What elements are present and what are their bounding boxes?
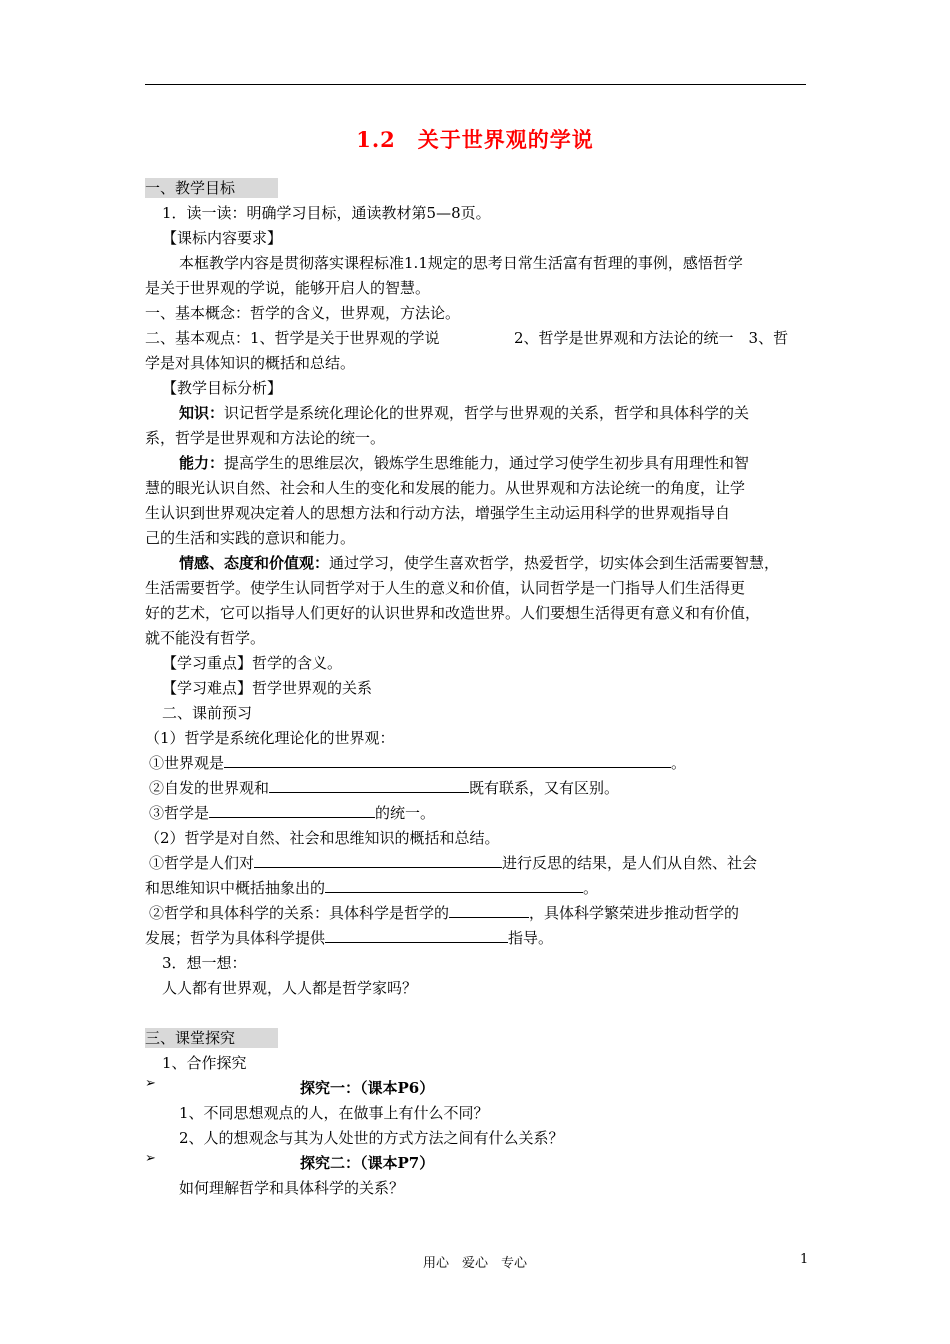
explore-1-q2: 2、人的想观念与其为人处世的方式方法之间有什么关系？ <box>179 1129 564 1147</box>
question-2b: ②哲学和具体科学的关系：具体科学是哲学的 ，具体科学繁荣进步推动哲学的 <box>149 904 740 922</box>
explore-2-q1: 如何理解哲学和具体科学的关系？ <box>179 1179 405 1197</box>
question-2a: ①哲学是人们对 进行反思的结果，是人们从自然、社会 <box>149 854 758 872</box>
emotion-line-4: 就不能没有哲学。 <box>145 629 266 647</box>
requirement-text-1: 本框教学内容是贯彻落实课程标准1.1规定的思考日常生活富有哲理的事例，感悟哲学 <box>179 254 743 272</box>
fill-blank[interactable] <box>269 778 469 793</box>
question-1c: ③哲学是 的统一。 <box>149 804 436 822</box>
explore-1-title: 探究一：（课本P6） <box>300 1079 435 1097</box>
fill-blank[interactable] <box>325 928 508 943</box>
knowledge-label: 知识： <box>179 404 225 422</box>
question-1a: ①世界观是 。 <box>149 754 687 772</box>
ability-line-2: 慧的眼光认识自然、社会和人生的变化和发展的能力。从世界观和方法论统一的角度，让学 <box>145 479 746 497</box>
analysis-heading: 【教学目标分析】 <box>162 379 283 397</box>
knowledge-line-1: 知识：识记哲学是系统化理论化的世界观，哲学与世界观的关系，哲学和具体科学的关 <box>179 404 750 422</box>
fill-blank[interactable] <box>449 903 529 918</box>
basic-views-2: 学是对具体知识的概括和总结。 <box>145 354 356 372</box>
ability-line-3: 生认识到世界观决定着人的思想方法和行动方法，增强学生主动运用科学的世界观指导自 <box>145 504 731 522</box>
header-rule <box>145 84 806 85</box>
ability-label: 能力： <box>179 454 225 472</box>
ability-line-1: 能力：提高学生的思维层次，锻炼学生思维能力，通过学习使学生初步具有用理性和智 <box>179 454 750 472</box>
think-heading: 3．想一想： <box>162 954 247 972</box>
section-heading-2: 二、课前预习 <box>162 704 253 722</box>
basic-views-1a: 二、基本观点：1、哲学是关于世界观的学说 <box>145 329 440 347</box>
requirement-heading: 【课标内容要求】 <box>162 229 283 247</box>
explore-1-q1: 1、不同思想观点的人，在做事上有什么不同？ <box>179 1104 489 1122</box>
fill-blank[interactable] <box>325 878 583 893</box>
section-heading-3: 三、课堂探究 <box>145 1028 278 1048</box>
arrow-bullet-icon: ➢ <box>145 1076 156 1091</box>
emotion-line-1: 情感、态度和价值观：通过学习，使学生喜欢哲学，热爱哲学，切实体会到生活需要智慧， <box>179 554 780 572</box>
think-question: 人人都有世界观，人人都是哲学家吗？ <box>162 979 418 997</box>
knowledge-line-2: 系，哲学是世界观和方法论的统一。 <box>145 429 386 447</box>
question-2a-cont: 和思维知识中概括抽象出的 。 <box>145 879 599 897</box>
read-instruction: 1．读一读：明确学习目标，通读教材第5—8页。 <box>162 204 491 222</box>
question-2b-cont: 发展；哲学为具体科学提供 指导。 <box>145 929 554 947</box>
fill-blank[interactable] <box>209 803 375 818</box>
question-2: （2）哲学是对自然、社会和思维知识的概括和总结。 <box>145 829 500 847</box>
ability-line-4: 己的生活和实践的意识和能力。 <box>145 529 356 547</box>
emotion-label: 情感、态度和价值观： <box>179 554 330 572</box>
basic-views-1b: 2、哲学是世界观和方法论的统一 3、哲 <box>514 329 789 347</box>
requirement-text-2: 是关于世界观的学说，能够开启人的智慧。 <box>145 279 431 297</box>
section-heading-1: 一、教学目标 <box>145 178 278 198</box>
page-title: 1.2 关于世界观的学说 <box>356 127 594 152</box>
question-1: （1）哲学是系统化理论化的世界观： <box>145 729 395 747</box>
key-point: 【学习重点】哲学的含义。 <box>162 654 343 672</box>
footer-text: 用心 爱心 专心 <box>422 1256 527 1271</box>
fill-blank[interactable] <box>224 753 671 768</box>
difficulty-point: 【学习难点】哲学世界观的关系 <box>162 679 373 697</box>
arrow-bullet-icon: ➢ <box>145 1151 156 1166</box>
fill-blank[interactable] <box>254 853 502 868</box>
basic-concepts: 一、基本概念：哲学的含义，世界观，方法论。 <box>145 304 461 322</box>
emotion-line-2: 生活需要哲学。使学生认同哲学对于人生的意义和价值，认同哲学是一门指导人们生活得更 <box>145 579 746 597</box>
coop-explore: 1、合作探究 <box>162 1054 247 1072</box>
question-1b: ②自发的世界观和 既有联系，又有区别。 <box>149 779 620 797</box>
explore-2-title: 探究二：（课本P7） <box>300 1154 435 1172</box>
emotion-line-3: 好的艺术，它可以指导人们更好的认识世界和改造世界。人们要想生活得更有意义和有价值， <box>145 604 761 622</box>
page-number: 1 <box>800 1252 809 1267</box>
